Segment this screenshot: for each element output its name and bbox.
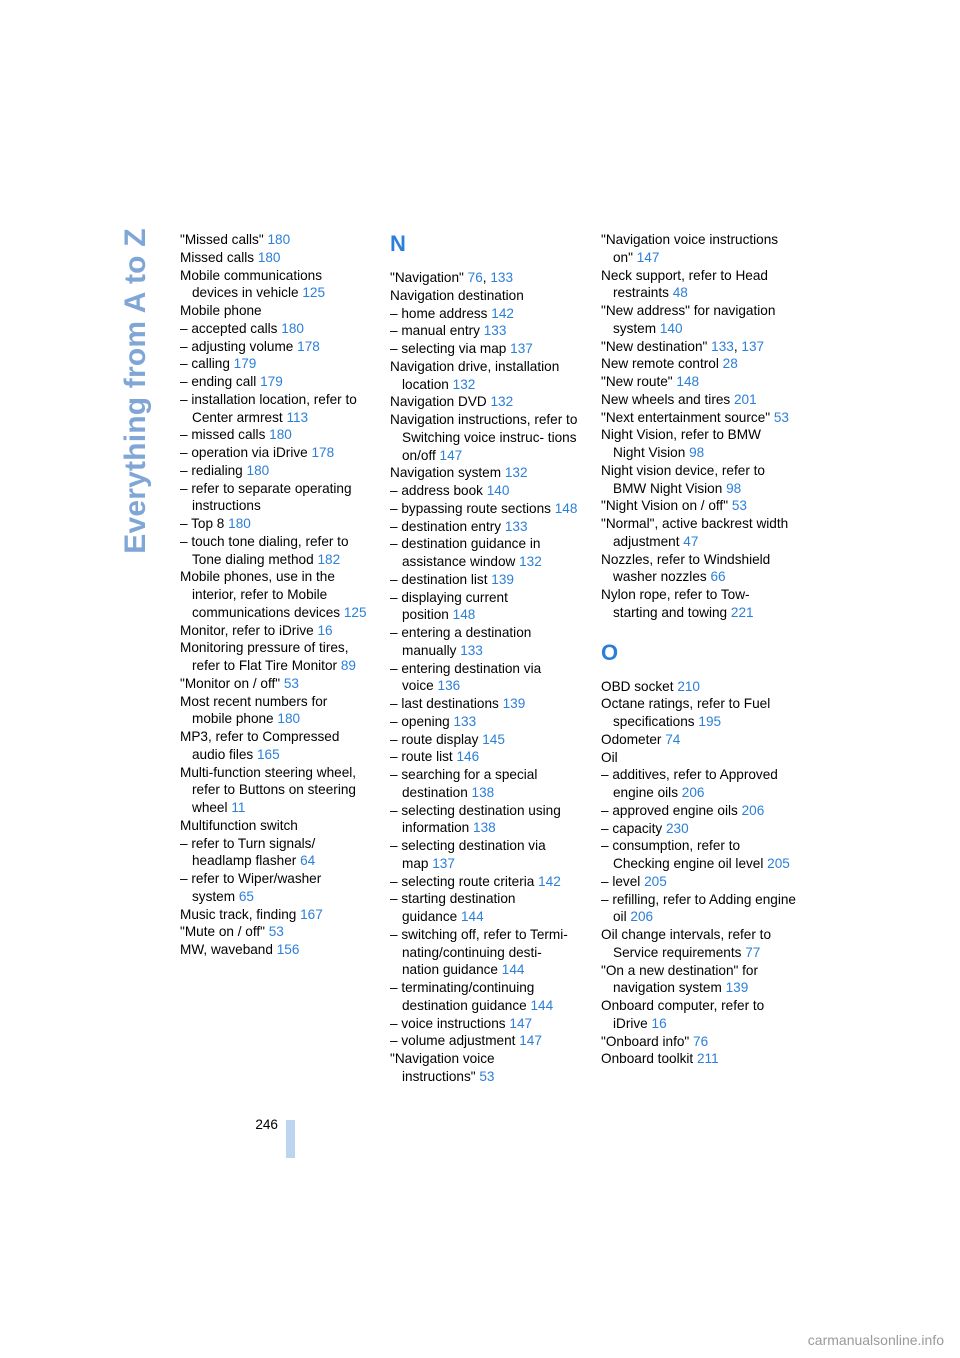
index-entry-text: – starting destination guidance [390,891,516,924]
index-entry [180,231,370,249]
index-entry-text: Onboard toolkit [601,1051,694,1067]
index-entry [390,287,580,305]
index-entry-text: Oil change intervals, refer to Service requirements [601,927,772,960]
page-reference-link[interactable]: 206 [630,909,654,925]
page-reference-link[interactable]: 148 [676,374,700,389]
index-column-1 [180,231,370,959]
index-entry [180,320,370,338]
index-entry [390,411,580,464]
index-entry [390,926,580,979]
index-entry [180,835,370,871]
index-entry-text: – operation via iDrive [180,445,308,460]
index-entry [390,1050,580,1086]
index-entry [601,462,796,498]
page-reference-link[interactable]: 178 [311,445,335,460]
index-entry-text: "Monitor on / off" [180,675,281,691]
page-reference-link[interactable]: 180 [267,232,291,247]
page-reference-link[interactable]: 139 [502,696,526,711]
index-entry [180,941,370,959]
index-entry-text: – refilling, refer to Adding engine oil [601,891,796,925]
section-side-title [116,228,156,553]
page-reference-link[interactable]: 138 [473,820,496,836]
index-column-3 [601,231,796,1068]
index-entry [390,748,580,766]
index-entry-text: – displaying current position [390,589,508,623]
page-reference-link[interactable]: 180 [257,249,281,265]
index-entry-text: – route list [390,749,453,765]
index-entry-text: – consumption, refer to Checking engine oil level [601,838,764,871]
index-entry-text: Multi-function steering wheel, refer to Buttons on steering wheel [180,764,357,815]
index-entry [390,1015,580,1033]
page-reference-link[interactable]: 178 [297,338,320,354]
index-entry-text: – manual entry [390,323,480,339]
page-reference-link[interactable]: 53 [731,498,747,514]
index-entry-text: Music track, finding [180,906,297,922]
index-entry [390,1032,580,1050]
index-entry [390,589,580,625]
index-entry [390,500,580,518]
page-reference-link[interactable]: 133 [711,338,734,354]
index-entry [390,624,580,660]
index-entry-text: – address book [390,483,483,498]
index-entry-text: "New destination" [601,338,708,354]
index-entry [390,766,580,802]
index-entry-text: MW, waveband [180,942,273,957]
index-entry [390,837,580,873]
index-entry-text: Multifunction switch [180,817,298,833]
page-reference-link[interactable]: 230 [666,820,689,836]
index-entry [601,426,796,462]
index-entry [180,480,370,516]
index-entry-text: – destination guidance in assistance window [390,536,541,569]
index-entry [601,837,796,873]
page-reference-link[interactable]: 144 [530,997,554,1013]
index-entry-text: – touch tone dialing, refer to Tone dialing method [180,533,349,567]
index-entry [180,639,370,675]
index-entry [390,358,580,394]
page-reference-link[interactable]: 137 [510,341,533,356]
index-list-n [390,269,580,1086]
index-entry-text: Navigation instructions, refer to Switching voice instruc- tions on/off [390,412,578,463]
index-entry [390,340,580,358]
index-entry [390,571,580,589]
page-reference-link[interactable]: 16 [317,622,333,638]
index-entry [601,267,796,303]
index-entry-text: – calling [180,356,230,372]
page-reference-link[interactable]: 136 [437,678,461,694]
index-entry [601,997,796,1033]
page-reference-link[interactable]: 132 [490,394,514,410]
index-entry [390,482,580,500]
index-entry-text: "Onboard info" [601,1033,690,1049]
page-reference-link[interactable]: 133 [460,642,483,658]
page-reference-link[interactable]: 180 [277,711,301,727]
page-reference-link[interactable]: 137 [432,855,455,871]
index-entry [180,675,370,693]
index-entry [390,535,580,571]
index-entry [601,551,796,587]
index-entry-text: Night vision device, refer to BMW Night Vision [601,462,765,496]
index-entry-text: Nylon rope, refer to Tow- starting and towing [601,587,750,620]
page-ref-separator: , [482,270,491,285]
page-reference-link[interactable]: 132 [519,554,542,569]
index-entry-text: Nozzles, refer to Windshield washer nozzles [601,551,771,585]
index-entry [180,355,370,373]
index-entry [601,873,796,891]
index-entry-text: – destination list [390,571,488,587]
index-entry [601,766,796,802]
page-reference-link[interactable]: 147 [509,1015,533,1031]
index-entry [390,464,580,482]
page-reference-link[interactable]: 165 [257,746,280,762]
index-entry [601,497,796,515]
page-reference-link[interactable]: 48 [672,285,688,301]
index-entry-text: New remote control [601,356,719,372]
letter-heading-n: N [390,231,406,256]
index-entry-text: Night Vision, refer to BMW Night Vision [601,427,761,460]
index-entry-text: "Night Vision on / off" [601,498,729,514]
section-side-title-text: Everything from A to Z [119,227,152,554]
index-entry [601,373,796,391]
index-entry-text: "Navigation" [390,270,464,285]
index-list-o [601,678,796,1069]
index-entry-text: – accepted calls [180,320,278,336]
index-entry-text: – refer to Turn signals/ headlamp flasher [180,835,316,869]
page-reference-link[interactable]: 28 [722,356,738,372]
page-reference-link[interactable]: 125 [302,285,326,301]
page-reference-link[interactable]: 211 [696,1051,719,1067]
index-column-2 [390,231,580,1086]
index-entry-text: – route display [390,731,479,747]
page-reference-link[interactable]: 98 [689,445,705,460]
index-entry [180,622,370,640]
index-entry [390,731,580,749]
index-entry-text: – adjusting volume [180,338,294,354]
index-entry-text: Navigation DVD [390,394,487,410]
page-reference-link[interactable]: 133 [483,323,507,339]
index-entry-text: – approved engine oils [601,802,738,818]
index-entry-text: – refer to separate operating instructions [180,480,352,514]
index-entry [601,515,796,551]
index-entry-text: New wheels and tires [601,391,731,407]
page-reference-link[interactable]: 205 [767,856,790,871]
page-reference-link[interactable]: 125 [343,604,367,620]
page-reference-link[interactable]: 144 [460,909,484,924]
index-entry [180,267,370,303]
page-reference-link[interactable]: 206 [741,802,765,818]
page-reference-link[interactable]: 140 [486,483,510,498]
page-reference-link[interactable]: 144 [501,962,525,978]
index-entry-text: "Next entertainment source" [601,409,771,425]
index-entry-text: – bypassing route sections [390,500,551,516]
index-entry [180,693,370,729]
page-reference-link[interactable]: 147 [519,1033,542,1049]
index-entry [390,890,580,926]
index-entry [180,462,370,480]
index-entry-text: "Mute on / off" [180,924,265,940]
page-reference-link[interactable]: 210 [677,678,700,694]
index-entry-text: – last destinations [390,696,499,711]
index-entry-text: Odometer [601,731,662,747]
index-entry [601,731,796,749]
index-entry-text: – entering destination via voice [390,660,542,694]
index-entry-text: – Top 8 [180,516,225,531]
index-entry-text: – destination entry [390,518,502,534]
index-entry-text: – opening [390,713,450,729]
page-reference-link[interactable]: 145 [482,731,505,747]
page-reference-link[interactable]: 148 [452,607,476,623]
index-entry [180,391,370,427]
page-reference-link[interactable]: 138 [471,784,495,800]
page-reference-link[interactable]: 16 [651,1015,667,1031]
index-entry [180,302,370,320]
index-entry-text: – selecting via map [390,341,507,356]
index-entry-text: Oil [601,749,618,765]
index-entry-text: – refer to Wiper/washer system [180,871,322,904]
index-entry-text: – entering a destination manually [390,625,532,658]
index-entry-text: Navigation system [390,465,502,481]
index-entry-text: – installation location, refer to Center armrest [180,391,357,425]
page-reference-link[interactable]: 11 [231,800,246,815]
page-reference-link[interactable]: 179 [260,374,283,389]
index-entry [180,426,370,444]
page-reference-link[interactable]: 182 [317,551,341,567]
index-entry-text: Most recent numbers for mobile phone [180,693,328,727]
index-entry-text: "On a new destination" for navigation system [601,962,759,996]
page-reference-link[interactable]: 195 [698,714,722,729]
index-entry-text: – ending call [180,374,257,389]
index-entry [601,749,796,767]
index-entry [390,873,580,891]
page-marker-bar [286,1120,295,1158]
index-entry-text: "New address" for navigation system [601,303,776,336]
index-entry-text: – selecting route criteria [390,873,535,889]
index-entry [180,764,370,817]
index-entry [390,660,580,696]
page-reference-link[interactable]: 76 [467,270,483,285]
page-reference-link[interactable]: 64 [300,853,316,869]
index-entry-text: Mobile communications devices in vehicle [180,267,323,301]
page-reference-link[interactable]: 156 [276,942,300,957]
index-entry-text: Missed calls [180,249,255,265]
index-entry-text: "Navigation voice instructions on" [601,232,779,265]
index-entry-text: Mobile phones, use in the interior, refer to Mobile communications devices [180,569,341,620]
page-reference-link[interactable]: 146 [456,749,480,765]
page-reference-link[interactable]: 98 [726,480,742,496]
page-reference-link[interactable]: 179 [233,356,257,372]
index-entry [601,355,796,373]
index-entry [601,695,796,731]
page-reference-link[interactable]: 180 [246,462,270,478]
page-reference-link[interactable]: 140 [659,320,683,336]
index-entry [180,906,370,924]
index-entry [390,518,580,536]
letter-heading-o: O [601,639,619,665]
index-entry-text: – capacity [601,820,663,836]
index-entry [180,568,370,621]
index-entry-text: MP3, refer to Compressed audio files [180,729,340,762]
index-entry [180,870,370,906]
watermark-text: carmanualsonline.info [807,1332,944,1348]
index-entry [601,678,796,696]
page-reference-link[interactable]: 66 [710,569,726,585]
index-entry-text: Neck support, refer to Head restraints [601,267,768,301]
page-reference-link[interactable]: 147 [439,447,463,463]
index-entry-text: Octane ratings, refer to Fuel specifications [601,696,771,729]
index-entry-text: – switching off, refer to Termi- nating/continuing desti- nation guidance [390,926,568,978]
page-reference-link[interactable]: 139 [491,571,514,587]
index-entry [180,249,370,267]
index-entry [601,302,796,338]
index-entry [390,979,580,1015]
index-entry [180,515,370,533]
index-entry-text: – searching for a special destination [390,767,538,800]
index-entry [601,586,796,622]
index-entry-text: "Missed calls" [180,232,264,247]
page-reference-link[interactable]: 180 [269,427,292,443]
page-reference-link[interactable]: 139 [725,980,749,996]
index-list-n-continued [601,231,796,622]
index-entry-text: "Normal", active backrest width adjustment [601,516,789,549]
page-reference-link[interactable]: 47 [683,533,699,549]
index-entry [601,231,796,267]
page-reference-link[interactable]: 132 [504,465,528,481]
index-entry-text: – level [601,873,641,889]
page-reference-link[interactable]: 201 [733,391,757,407]
index-entry-text: "New route" [601,374,673,389]
index-entry-text: Navigation destination [390,287,524,303]
page-reference-link[interactable]: 53 [283,675,299,691]
index-entry [601,802,796,820]
index-entry [601,409,796,427]
index-entry [601,1050,796,1068]
index-entry-text: Monitor, refer to iDrive [180,622,314,638]
index-entry-text: – selecting destination using information [390,802,561,836]
page-reference-link[interactable]: 221 [730,604,754,620]
index-entry-text: – terminating/continuing destination guidance [390,980,535,1013]
index-entry [180,373,370,391]
page-reference-link[interactable]: 167 [300,906,323,922]
index-entry [390,393,580,411]
index-entry-text: – missed calls [180,427,266,443]
page-reference-link[interactable]: 65 [238,888,254,904]
page-reference-link[interactable]: 206 [681,785,705,800]
index-entry-text: – redialing [180,462,243,478]
page-reference-link[interactable]: 133 [504,518,528,534]
index-entry [180,444,370,462]
index-entry [390,322,580,340]
index-entry-text: – home address [390,305,488,321]
index-entry [390,713,580,731]
page-reference-link[interactable]: 147 [636,249,660,265]
index-entry [180,817,370,835]
index-entry [601,338,796,356]
page-reference-link[interactable]: 133 [490,270,514,285]
index-entry [180,923,370,941]
index-entry [390,802,580,838]
index-entry [601,962,796,998]
index-entry-text: Onboard computer, refer to iDrive [601,998,765,1031]
page-reference-link[interactable]: 148 [554,500,578,516]
page-reference-link[interactable]: 77 [745,944,761,960]
index-entry [390,305,580,323]
index-entry-text: OBD socket [601,678,674,694]
index-entry-text: – selecting destination via map [390,838,546,871]
page-reference-link[interactable]: 76 [693,1033,709,1049]
page-reference-link[interactable]: 180 [281,320,304,336]
page-reference-link[interactable]: 142 [491,305,514,321]
index-entry [601,391,796,409]
page-reference-link[interactable]: 53 [268,924,284,940]
index-entry [390,269,580,287]
page-ref-separator: , [733,338,742,354]
index-entry [180,728,370,764]
index-entry [601,926,796,962]
index-entry-text: "Navigation voice instructions" [390,1051,495,1084]
index-entry [180,338,370,356]
index-entry-text: Mobile phone [180,303,262,318]
page-reference-link[interactable]: 53 [479,1068,495,1084]
page-number: 246 [255,1117,278,1132]
index-entry [601,820,796,838]
index-entry-text: – additives, refer to Approved engine oils [601,767,778,800]
index-entry-text: – voice instructions [390,1015,506,1031]
index-entry [601,1033,796,1051]
page-reference-link[interactable]: 137 [741,338,765,354]
page-reference-link[interactable]: 53 [773,409,789,425]
index-entry [601,891,796,927]
index-entry-text: Monitoring pressure of tires, refer to Flat Tire Monitor [180,640,349,673]
page-reference-link[interactable]: 89 [340,658,356,673]
index-entry [180,533,370,569]
page-reference-link[interactable]: 132 [452,376,476,392]
page-reference-link[interactable]: 142 [538,873,561,889]
page-reference-link[interactable]: 205 [644,873,667,889]
index-entry [390,695,580,713]
page-reference-link[interactable]: 113 [286,409,309,425]
index-entry-text: Navigation drive, installation location [390,358,560,392]
page-reference-link[interactable]: 74 [665,731,681,747]
page-reference-link[interactable]: 180 [228,516,251,531]
index-entry-text: – volume adjustment [390,1033,516,1049]
page-reference-link[interactable]: 133 [453,713,477,729]
